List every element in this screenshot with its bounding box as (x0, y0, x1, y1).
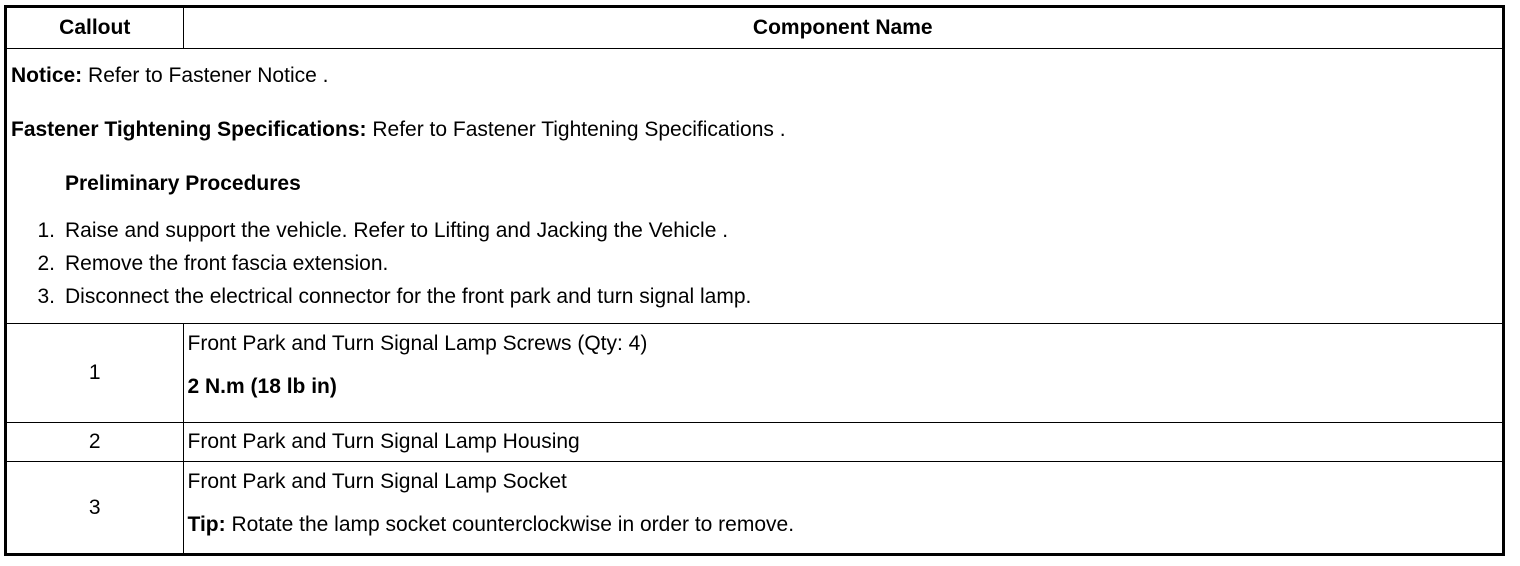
component-table-frame (4, 5, 1505, 556)
list-item (37, 216, 1498, 249)
tip-line (188, 513, 1499, 537)
tip-text: Rotate the lamp socket counterclockwise in order to remove. (225, 513, 795, 536)
step-text: Remove the front fascia extension. (65, 252, 389, 275)
callout-cell: 2 (7, 423, 183, 462)
step-text: Disconnect the electrical connector for the front park and turn signal lamp. (65, 285, 752, 308)
step-number: 1. (37, 219, 55, 242)
callout-cell: 1 (7, 324, 183, 423)
intro-cell (7, 49, 1502, 324)
callout-cell: 3 (7, 462, 183, 555)
list-item (37, 282, 1498, 315)
table-header-row (7, 8, 1502, 49)
tip-label: Tip: (187, 513, 226, 536)
component-table (7, 8, 1502, 554)
step-number: 2. (37, 252, 55, 275)
fastener-spec-text: Refer to Fastener Tightening Specifications . (366, 118, 786, 141)
table-row (7, 324, 1502, 423)
torque-spec: 2 N.m (18 lb in) (187, 375, 337, 398)
step-number: 3. (37, 285, 55, 308)
notice-label: Notice: (11, 64, 83, 87)
step-text: Raise and support the vehicle. Refer to Lifting and Jacking the Vehicle . (65, 219, 729, 242)
fastener-spec-line (11, 103, 1498, 146)
table-row (7, 423, 1502, 462)
intro-row (7, 49, 1502, 324)
component-name-cell (183, 423, 1502, 462)
notice-line (11, 49, 1498, 92)
notice-text: Refer to Fastener Notice . (82, 64, 329, 87)
component-name: Front Park and Turn Signal Lamp Socket (187, 470, 567, 493)
component-name: Front Park and Turn Signal Lamp Screws (Qty: 4) (187, 332, 648, 355)
preliminary-procedures-title: Preliminary Procedures (65, 172, 301, 195)
callout-column-header: Callout (7, 8, 183, 49)
list-item (37, 249, 1498, 282)
component-name-cell (183, 462, 1502, 555)
component-name-cell (183, 324, 1502, 423)
fastener-spec-label: Fastener Tightening Specifications: (11, 118, 367, 141)
component-name: Front Park and Turn Signal Lamp Housing (187, 430, 580, 453)
table-row (7, 462, 1502, 555)
preliminary-steps-list (11, 216, 1498, 315)
component-name-column-header: Component Name (183, 8, 1502, 49)
